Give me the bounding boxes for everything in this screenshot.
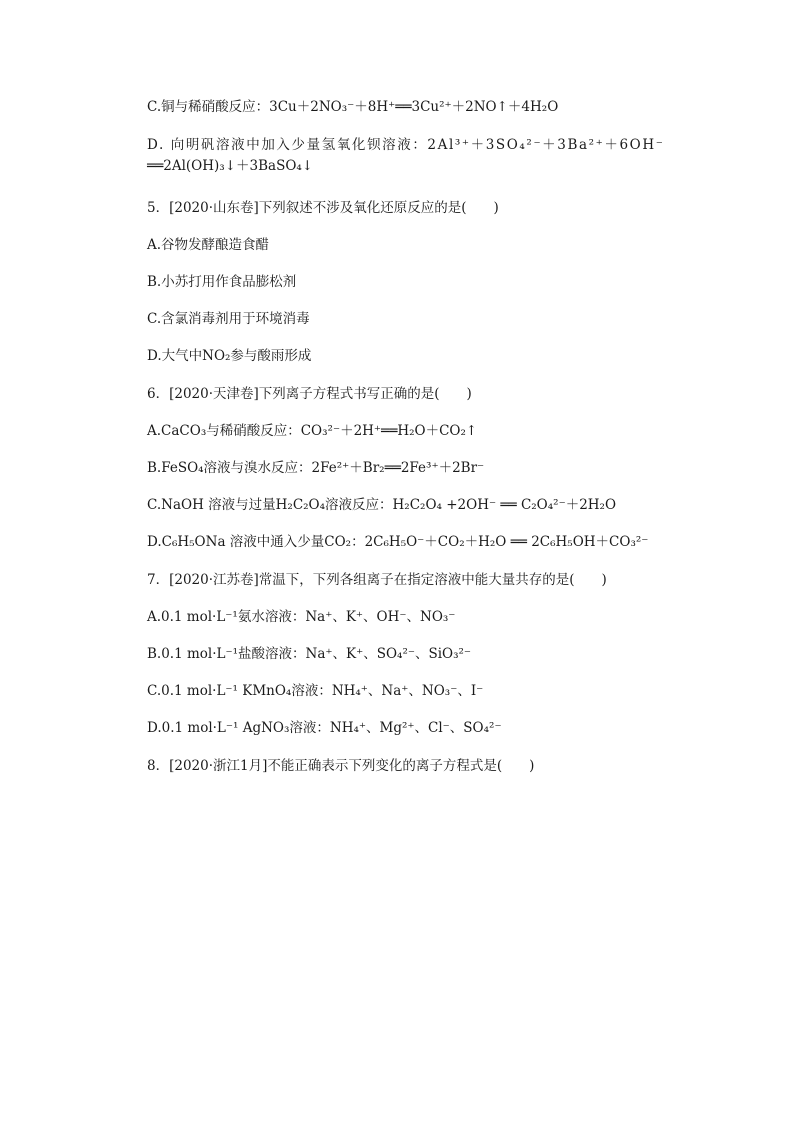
- question-6-option-c: C.NaOH 溶液与过量H₂C₂O₄溶液反应：H₂C₂O₄ +2OH⁻ ══ C₂O₄²⁻＋2H₂O: [147, 497, 617, 513]
- question-5-option-d: D.大气中NO₂参与酸雨形成: [147, 348, 312, 364]
- question-5-option-c: C.含氯消毒剂用于环境消毒: [147, 311, 310, 327]
- question-6-option-d: D.C₆H₅ONa 溶液中通入少量CO₂：2C₆H₅O⁻＋CO₂＋H₂O ══ 2C₆H₅OH＋CO₃²⁻: [147, 534, 649, 550]
- question-8: 8．[2020·浙江1月]不能正确表示下列变化的离子方程式是( ): [147, 758, 535, 774]
- question-6-option-a: A.CaCO₃与稀硝酸反应：CO₃²⁻＋2H⁺══H₂O＋CO₂↑: [147, 423, 478, 439]
- question-7: 7．[2020·江苏卷]常温下，下列各组离子在指定溶液中能大量共存的是( ): [147, 572, 607, 588]
- question-7-option-d: D.0.1 mol·L⁻¹ AgNO₃溶液：NH₄⁺、Mg²⁺、Cl⁻、SO₄²⁻: [147, 720, 502, 736]
- question-7-option-b: B.0.1 mol·L⁻¹盐酸溶液：Na⁺、K⁺、SO₄²⁻、SiO₃²⁻: [147, 646, 472, 662]
- question-5: 5．[2020·山东卷]下列叙述不涉及氧化还原反应的是( ): [147, 200, 499, 216]
- question-7-option-a: A.0.1 mol·L⁻¹氨水溶液：Na⁺、K⁺、OH⁻、NO₃⁻: [147, 609, 456, 625]
- question-7-option-c: C.0.1 mol·L⁻¹ KMnO₄溶液：NH₄⁺、Na⁺、NO₃⁻、I⁻: [147, 683, 484, 699]
- option-c-copper-nitric: C.铜与稀硝酸反应：3Cu＋2NO₃⁻＋8H⁺══3Cu²⁺＋2NO↑＋4H₂O: [147, 99, 559, 115]
- question-5-option-b: B.小苏打用作食品膨松剂: [147, 274, 297, 290]
- option-d-alum-line2: ══2Al(OH)₃↓＋3BaSO₄↓: [147, 158, 314, 174]
- question-5-option-a: A.谷物发酵酿造食醋: [147, 237, 270, 253]
- question-6-option-b: B.FeSO₄溶液与溴水反应：2Fe²⁺＋Br₂══2Fe³⁺＋2Br⁻: [147, 460, 485, 476]
- option-d-alum-line1: D. 向明矾溶液中加入少量氢氧化钡溶液：2Al³⁺＋3SO₄²⁻＋3Ba²⁺＋6OH⁻: [147, 137, 665, 153]
- question-6: 6．[2020·天津卷]下列离子方程式书写正确的是( ): [147, 386, 472, 402]
